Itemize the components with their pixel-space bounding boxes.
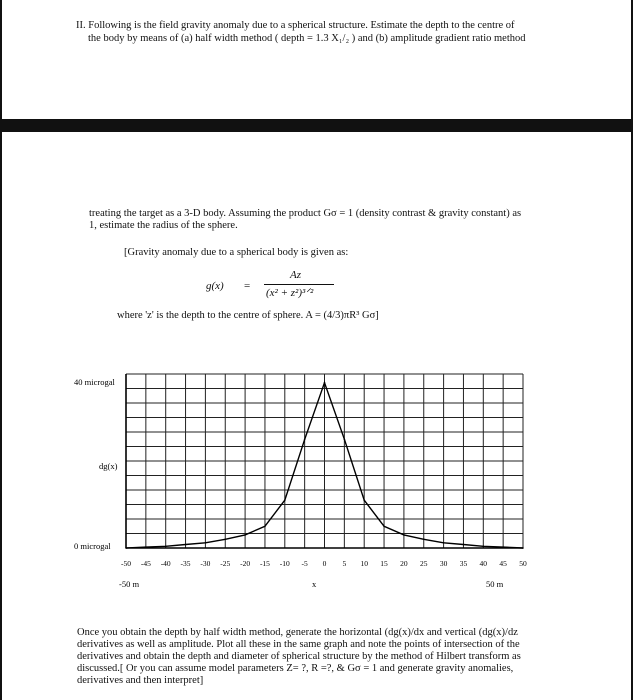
question-line-1: II. Following is the field gravity anomaly due to a spherical structure. Estimate the depth to the centre of <box>76 20 515 31</box>
x-left-label: -50 m <box>119 579 140 589</box>
x-tick-labels <box>121 559 527 568</box>
data-point <box>483 545 485 547</box>
x-tick-label: -35 <box>180 559 191 568</box>
x-tick-label: 0 <box>322 559 327 568</box>
data-point <box>205 542 207 544</box>
formula-fraction-bar <box>264 284 334 285</box>
x-tick-label: -45 <box>140 559 151 568</box>
chart-grid <box>126 374 523 548</box>
x-tick-label: 25 <box>420 559 428 568</box>
x-tick-label: -25 <box>220 559 231 568</box>
data-point <box>264 525 266 527</box>
data-point <box>145 546 147 548</box>
data-point <box>423 539 425 541</box>
x-tick-label: -5 <box>301 559 308 568</box>
data-point <box>522 547 524 549</box>
closing-line-4: discussed.[ Or you can assume model parameters Z= ?, R =?, & Gσ = 1 and generate gravity anomalies, <box>77 663 514 674</box>
continuation-line-1: treating the target as a 3-D body. Assuming the product Gσ = 1 (density contrast & gravity constant) as <box>89 208 522 219</box>
x-tick-label: -40 <box>160 559 171 568</box>
y-axis-label: dg(x) <box>99 461 118 471</box>
page-divider <box>0 119 633 132</box>
x-tick-label: -50 <box>121 559 131 568</box>
x-tick-label: -30 <box>200 559 211 568</box>
x-tick-label: 40 <box>479 559 488 568</box>
data-point <box>463 544 465 546</box>
data-point <box>125 547 127 549</box>
data-point <box>244 534 246 536</box>
formula-numerator: Az <box>290 269 301 281</box>
data-point <box>383 525 385 527</box>
data-point <box>304 438 306 440</box>
formula-intro: [Gravity anomaly due to a spherical body is given as: <box>124 247 349 258</box>
x-tick-label: 45 <box>499 559 507 568</box>
x-tick-label: 30 <box>439 559 448 568</box>
left-border <box>0 0 2 700</box>
x-axis-label: x <box>312 579 317 589</box>
x-tick-label: 5 <box>342 559 347 568</box>
x-tick-label: -10 <box>279 559 290 568</box>
closing-line-2: derivatives as well as amplitude. Plot all these in the same graph and note the points of intersection of the <box>77 639 520 650</box>
x-tick-label: 50 <box>519 559 527 568</box>
data-point <box>185 544 187 546</box>
x-tick-label: 20 <box>400 559 408 568</box>
where-line: where 'z' is the depth to the centre of sphere. A = (4/3)πR³ Gσ] <box>117 310 379 321</box>
x-tick-label: 35 <box>459 559 468 568</box>
data-point <box>224 539 226 541</box>
data-point <box>403 534 405 536</box>
closing-line-3: derivatives and obtain the depth and diameter of spherical structure by the method of Hilbert transform as <box>77 651 521 662</box>
data-point <box>165 545 167 547</box>
formula-lhs: g(x) <box>206 280 224 292</box>
data-point <box>284 499 286 501</box>
y-bottom-label: 0 microgal <box>74 541 111 551</box>
x-tick-label: 10 <box>360 559 368 568</box>
formula-equals: = <box>244 280 251 292</box>
data-point <box>363 499 365 501</box>
x-right-label: 50 m <box>486 579 504 589</box>
gravity-anomaly-chart <box>72 368 532 598</box>
x-tick-label: 15 <box>380 559 388 568</box>
formula-denominator: (x² + z²)³ᐟ² <box>266 287 314 299</box>
closing-line-5: derivatives and then interpret] <box>77 675 204 686</box>
gravity-formula <box>206 268 356 308</box>
x-tick-label: -15 <box>259 559 270 568</box>
continuation-line-2: 1, estimate the radius of the sphere. <box>89 220 238 231</box>
data-point <box>344 438 346 440</box>
closing-line-1: Once you obtain the depth by half width method, generate the horizontal (dg(x)/dx and vertical (dg(x)/dz <box>77 627 518 638</box>
data-point <box>502 546 504 548</box>
question-line-2: the body by means of (a) half width method ( depth = 1.3 X₁/₂ ) and (b) amplitude gradient ratio method <box>88 33 526 44</box>
data-point <box>443 542 445 544</box>
data-point <box>324 382 326 384</box>
y-top-label: 40 microgal <box>74 377 115 387</box>
x-tick-label: -20 <box>240 559 251 568</box>
